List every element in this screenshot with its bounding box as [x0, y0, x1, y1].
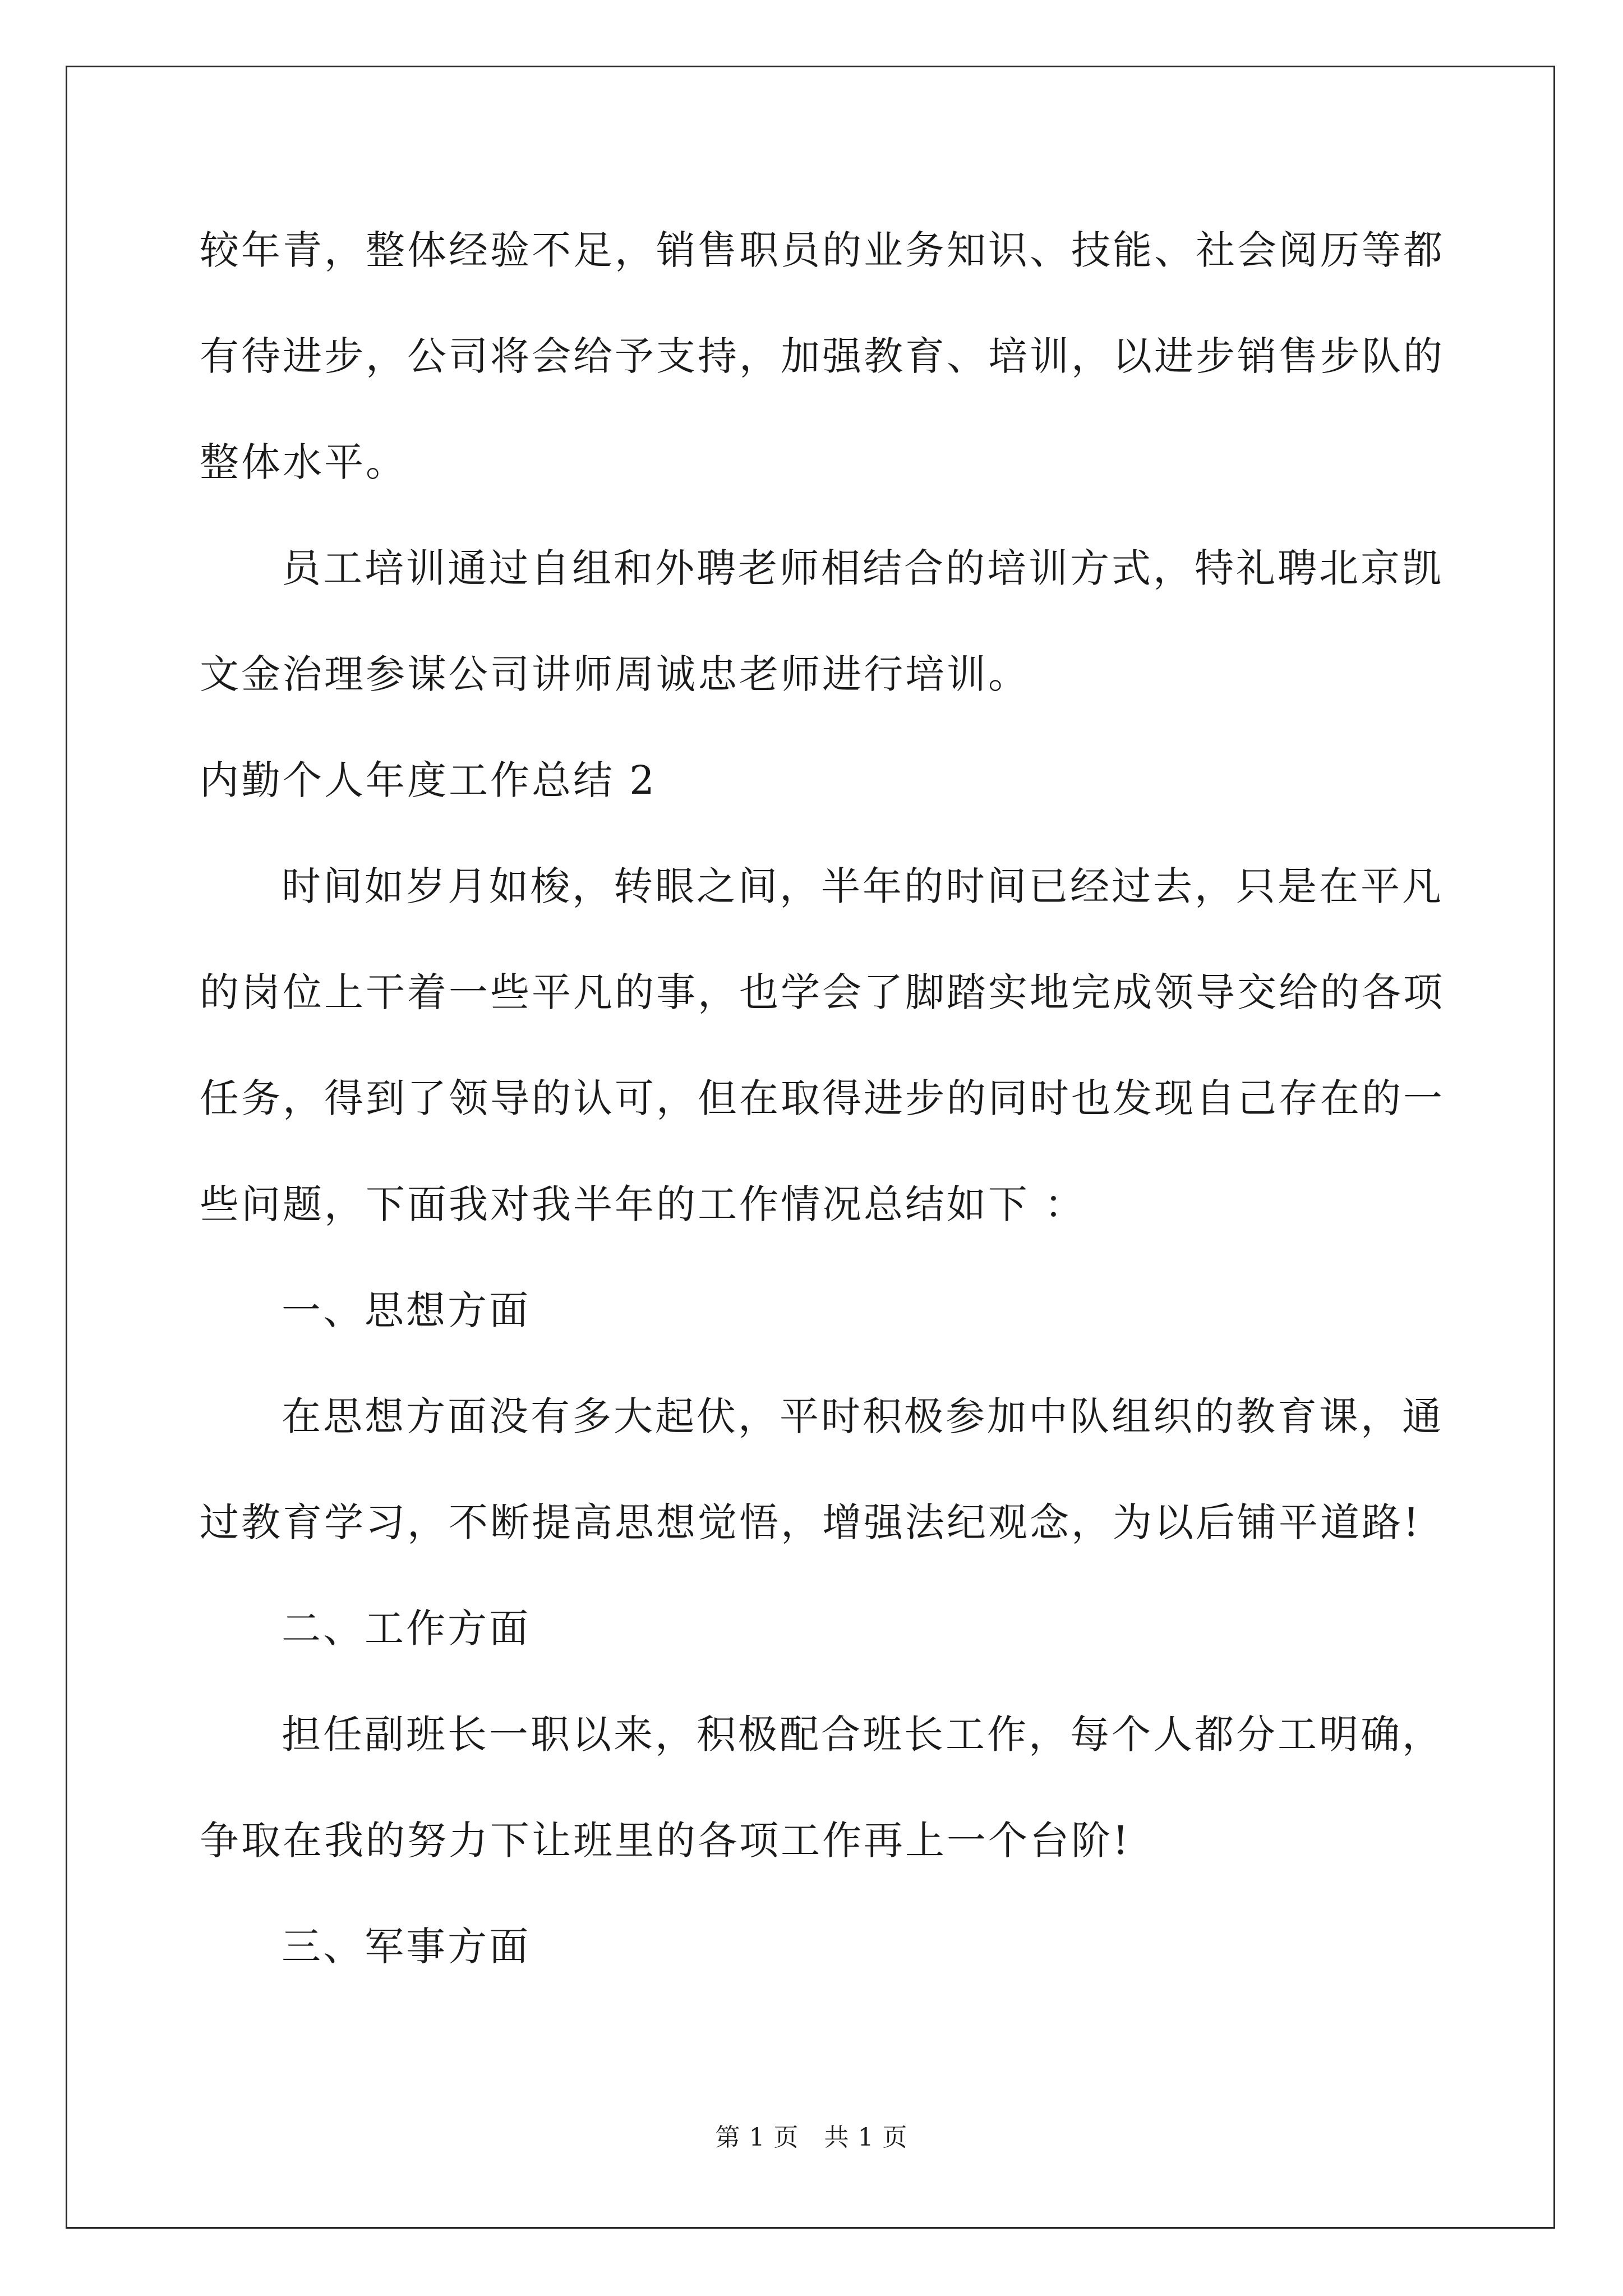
text-line: 过教育学习，不断提高思想觉悟，增强法纪观念，为以后铺平道路! — [200, 1499, 1422, 1545]
page-number-footer: 第 1 页 共 1 页 — [715, 2123, 908, 2152]
text-line: 整体水平。 — [200, 439, 407, 485]
subsection-heading: 三、军事方面 — [282, 1924, 531, 1970]
subsection-heading: 一、思想方面 — [282, 1287, 531, 1333]
text-line: 担任副班长一职以来，积极配合班长工作，每个人都分工明确， — [282, 1711, 1444, 1757]
text-line: 员工培训通过自组和外聘老师相结合的培训方式，特礼聘北京凯 — [282, 545, 1444, 591]
section-heading: 内勤个人年度工作总结 2 — [200, 757, 657, 803]
text-line: 争取在我的努力下让班里的各项工作再上一个台阶! — [200, 1818, 1131, 1864]
text-line: 有待进步，公司将会给予支持，加强教育、培训，以进步销售步队的 — [200, 333, 1445, 379]
subsection-heading: 二、工作方面 — [282, 1605, 531, 1651]
text-line: 些问题，下面我对我半年的工作情况总结如下 ： — [200, 1181, 1086, 1227]
document-body — [200, 215, 1445, 2018]
text-line: 的岗位上干着一些平凡的事，也学会了脚踏实地完成领导交给的各项 — [200, 969, 1445, 1015]
text-line: 文金治理参谋公司讲师周诚忠老师进行培训。 — [200, 651, 1030, 697]
text-line: 在思想方面没有多大起伏，平时积极参加中队组织的教育课，通 — [282, 1393, 1444, 1439]
text-line: 较年青，整体经验不足，销售职员的业务知识、技能、社会阅历等都 — [200, 227, 1445, 273]
text-line: 任务，得到了领导的认可，但在取得进步的同时也发现自己存在的一 — [200, 1075, 1445, 1121]
text-line: 时间如岁月如梭，转眼之间，半年的时间已经过去，只是在平凡 — [282, 863, 1444, 909]
